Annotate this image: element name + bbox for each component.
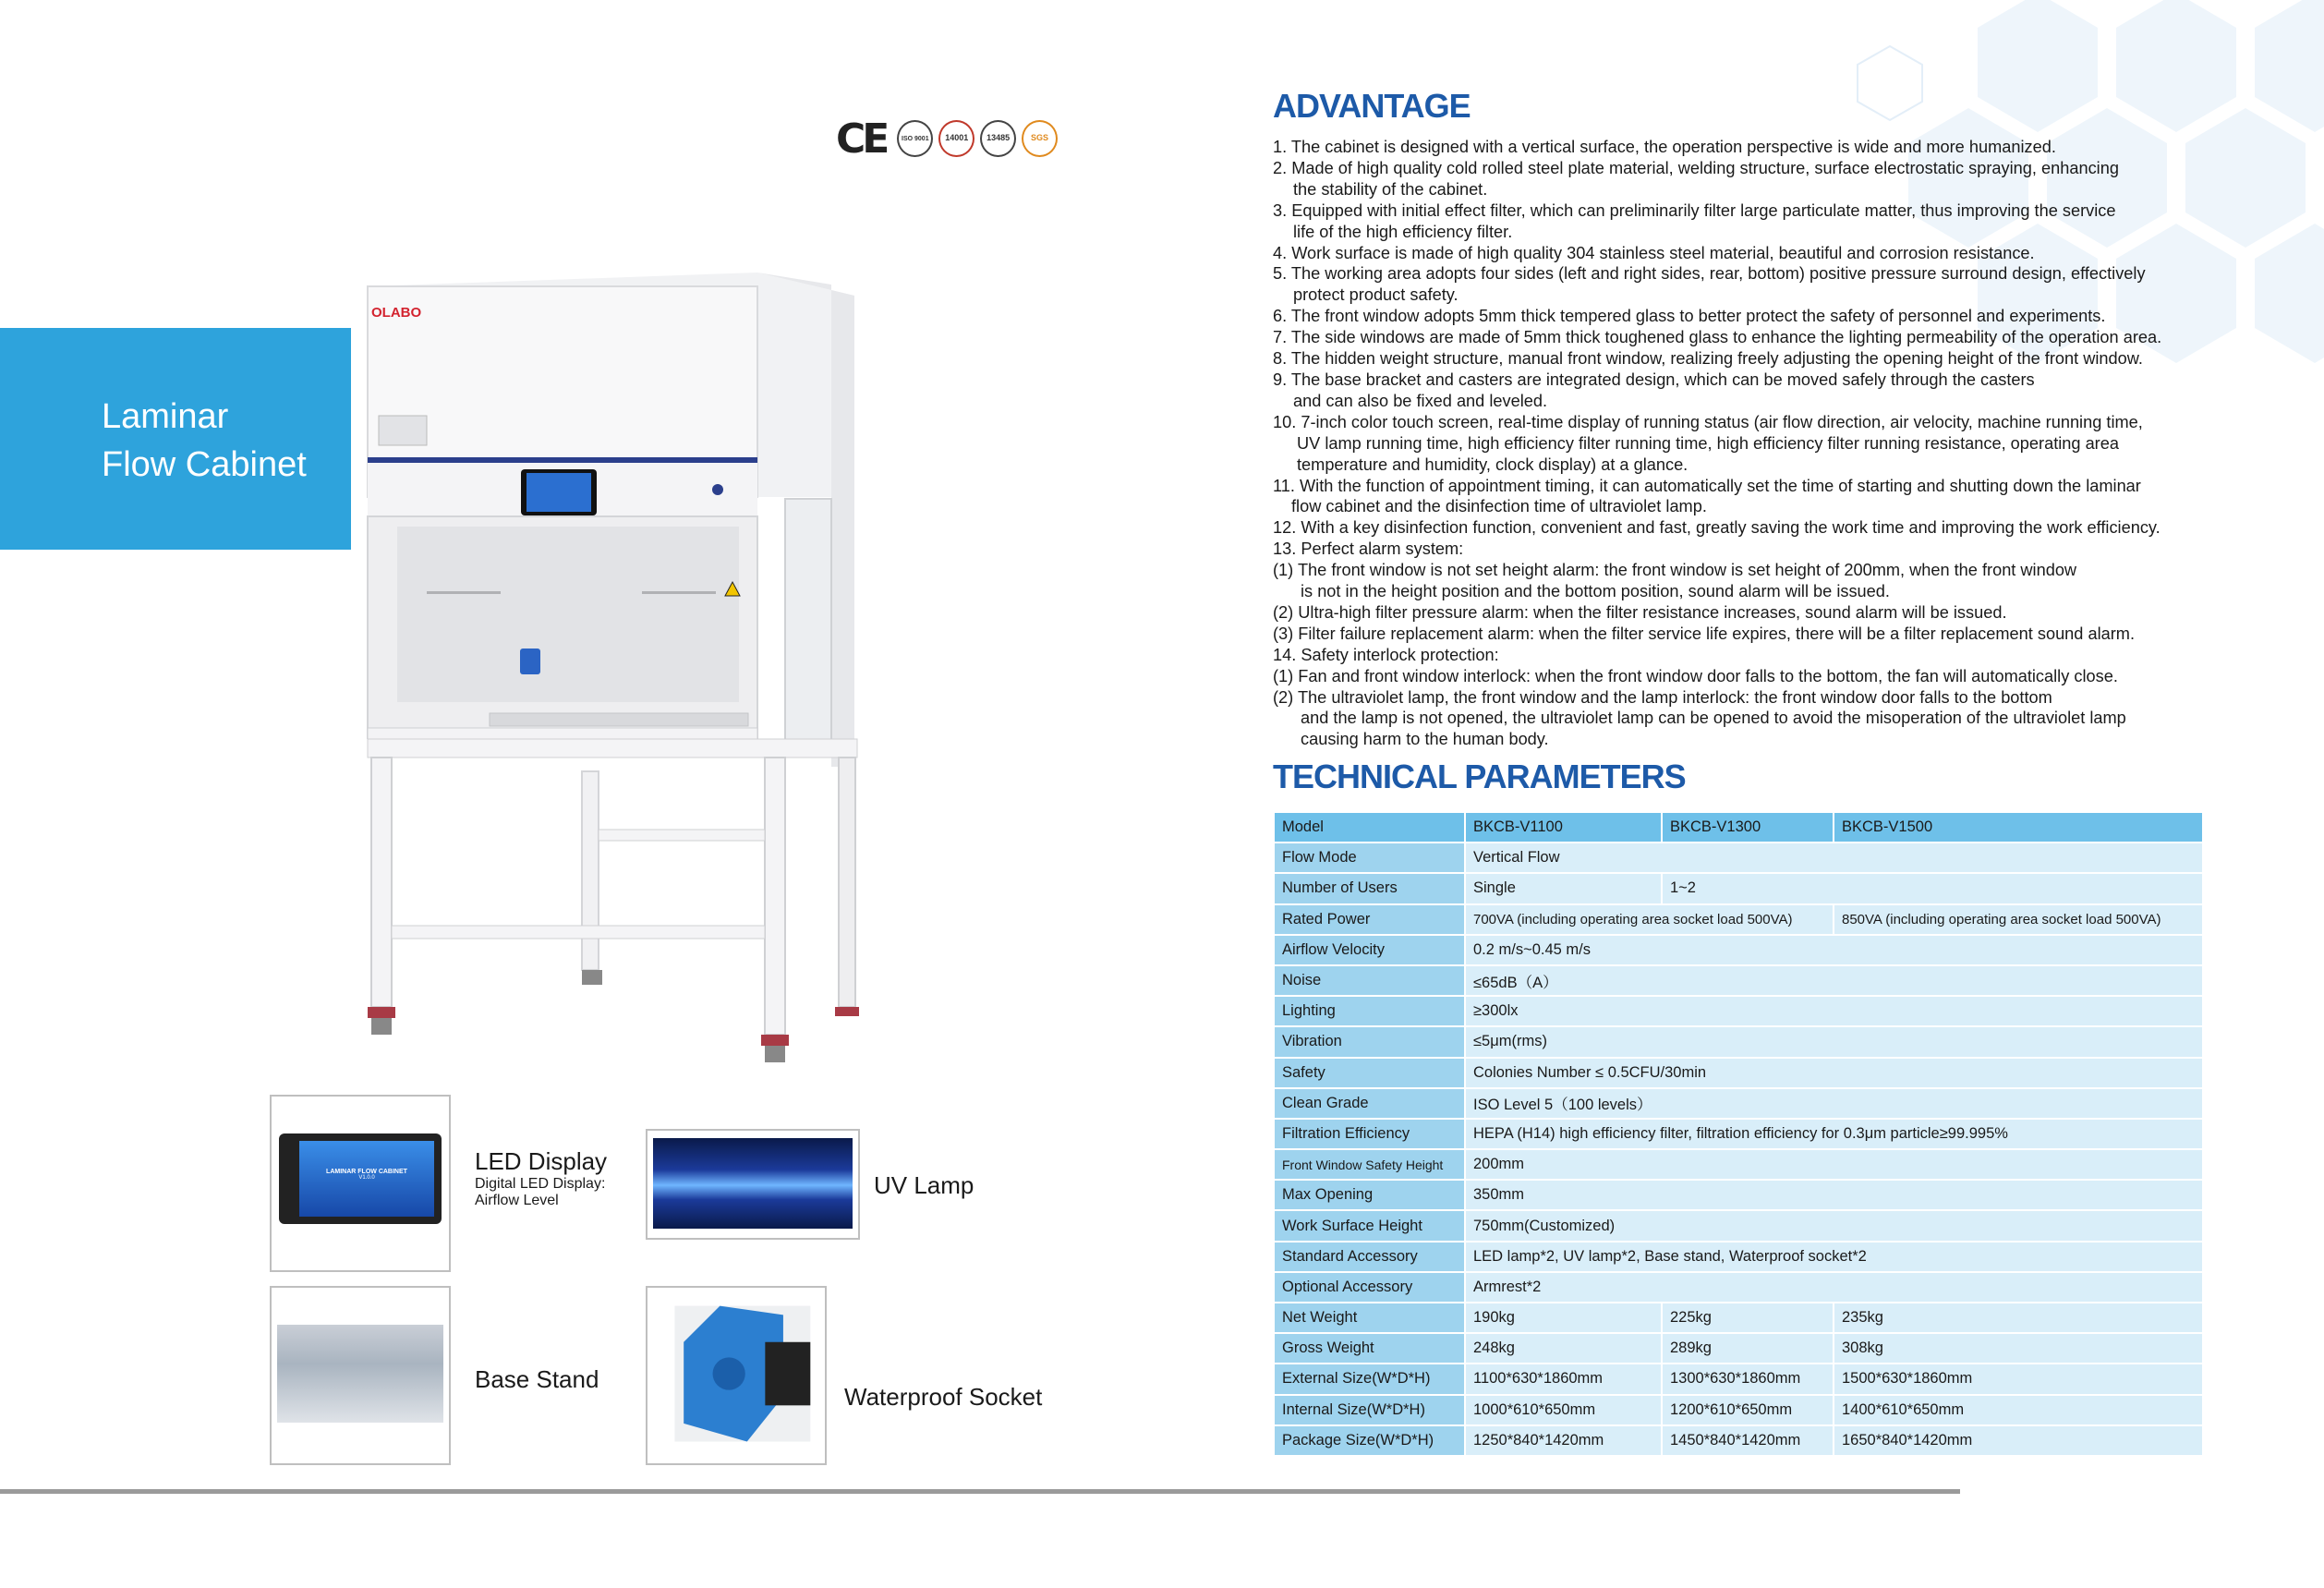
param-value: 190kg [1465, 1303, 1662, 1333]
advantage-line: 7. The side windows are made of 5mm thick toughened glass to enhance the lighting permeability of the operation area. [1273, 328, 2162, 347]
header-cell: BKCB-V1300 [1662, 812, 1834, 842]
table-row [1274, 1303, 2203, 1333]
table-row [1274, 1272, 2203, 1303]
advantage-line: 9. The base bracket and casters are integrated design, which can be moved safely through the casters [1273, 370, 2035, 389]
param-value: 225kg [1662, 1303, 1834, 1333]
param-name: Number of Users [1274, 873, 1465, 903]
param-value: 235kg [1834, 1303, 2203, 1333]
param-name: Net Weight [1274, 1303, 1465, 1333]
param-value: ≥300lx [1465, 996, 2203, 1026]
base-stand-title: Base Stand [475, 1365, 599, 1393]
table-row [1274, 1088, 2203, 1119]
product-title [102, 393, 307, 489]
product-title-line1: Laminar [102, 397, 229, 436]
param-name: Standard Accessory [1274, 1242, 1465, 1272]
param-name: Safety [1274, 1058, 1465, 1088]
advantage-line: flow cabinet and the disinfection time of ultraviolet lamp. [1291, 497, 1707, 516]
param-name: Flow Mode [1274, 842, 1465, 873]
table-row [1274, 1395, 2203, 1425]
param-value: 350mm [1465, 1180, 2203, 1210]
advantage-line: 1. The cabinet is designed with a vertical surface, the operation perspective is wide and more humanized. [1273, 138, 2056, 156]
advantage-line: protect product safety. [1293, 285, 1459, 305]
led-screen-frame [279, 1133, 442, 1224]
advantage-line: (3) Filter failure replacement alarm: when the filter service life expires, there will be a filter replacement sound alarm. [1273, 624, 2135, 643]
param-name: Lighting [1274, 996, 1465, 1026]
header-cell: BKCB-V1100 [1465, 812, 1662, 842]
product-title-tab [0, 328, 351, 550]
param-value: 0.2 m/s~0.45 m/s [1465, 935, 2203, 965]
param-name: Vibration [1274, 1026, 1465, 1057]
param-value: 289kg [1662, 1333, 1834, 1364]
param-name: Work Surface Height [1274, 1210, 1465, 1241]
advantage-line: 3. Equipped with initial effect filter, which can preliminarily filter large particulate matter, thus improving the service [1273, 200, 2116, 220]
param-value: 1000*610*650mm [1465, 1395, 1662, 1425]
advantage-line: 2. Made of high quality cold rolled steel plate material, welding structure, surface electrostatic spraying, enhancing [1273, 158, 2119, 177]
param-name: Optional Accessory [1274, 1272, 1465, 1303]
table-row [1274, 1119, 2203, 1149]
base-stand-image [277, 1325, 443, 1423]
advantage-line: causing harm to the human body. [1301, 730, 1549, 749]
table-row [1274, 873, 2203, 903]
led-screen-title: LAMINAR FLOW CABINET [326, 1169, 407, 1175]
param-name: Front Window Safety Height [1274, 1149, 1465, 1180]
param-value: 1100*630*1860mm [1465, 1364, 1662, 1394]
param-name: Internal Size(W*D*H) [1274, 1395, 1465, 1425]
bottom-divider [0, 1489, 1960, 1494]
iso9001-icon [897, 120, 933, 157]
led-screen-version: V1.0.0 [358, 1175, 375, 1181]
advantage-list [1273, 137, 2224, 750]
param-value: 1200*610*650mm [1662, 1395, 1834, 1425]
param-value: 700VA (including operating area socket load 500VA) [1465, 904, 1834, 935]
param-value: LED lamp*2, UV lamp*2, Base stand, Waterproof socket*2 [1465, 1242, 2203, 1272]
table-row [1274, 1210, 2203, 1241]
param-value: Vertical Flow [1465, 842, 2203, 873]
param-value: 200mm [1465, 1149, 2203, 1180]
advantage-line: UV lamp running time, high efficiency filter running time, high efficiency filter running resistance, operating area [1297, 433, 2119, 453]
advantage-line: is not in the height position and the bottom position, sound alarm will be issued. [1301, 582, 1890, 601]
waterproof-socket-photo [646, 1286, 827, 1465]
param-value: Armrest*2 [1465, 1272, 2203, 1303]
socket-icon [648, 1288, 825, 1463]
uv-lamp-title: UV Lamp [874, 1171, 974, 1199]
advantage-line: (1) The front window is not set height alarm: the front window is set height of 200mm, when the front window [1273, 561, 2077, 580]
advantage-line: (1) Fan and front window interlock: when the front window door falls to the bottom, the fan will automatically close. [1273, 666, 2118, 685]
table-row [1274, 1180, 2203, 1210]
param-value: 850VA (including operating area socket load 500VA) [1834, 904, 2203, 935]
header-cell: Model [1274, 812, 1465, 842]
param-value: ISO Level 5（100 levels） [1465, 1088, 2203, 1119]
header-cell: BKCB-V1500 [1834, 812, 2203, 842]
param-value: 308kg [1834, 1333, 2203, 1364]
led-screen [299, 1141, 434, 1217]
iso13485-icon [980, 120, 1016, 157]
advantage-line: 11. With the function of appointment timing, it can automatically set the time of starting and shutting down the laminar [1273, 476, 2141, 495]
table-row [1274, 904, 2203, 935]
param-value: Single [1465, 873, 1662, 903]
table-header-row [1274, 812, 2203, 842]
product-title-line2: Flow Cabinet [102, 445, 307, 484]
param-name: External Size(W*D*H) [1274, 1364, 1465, 1394]
param-value: 1~2 [1662, 873, 2203, 903]
advantage-line: 10. 7-inch color touch screen, real-time display of running status (air flow direction, air velocity, machine running time, [1273, 412, 2143, 431]
uv-lamp-glow [653, 1138, 853, 1229]
table-row [1274, 842, 2203, 873]
iso14001-icon [938, 120, 974, 157]
led-display-caption [475, 1147, 607, 1209]
param-value: 1500*630*1860mm [1834, 1364, 2203, 1394]
param-value: 248kg [1465, 1333, 1662, 1364]
param-value: 750mm(Customized) [1465, 1210, 2203, 1241]
advantage-line: and the lamp is not opened, the ultraviolet lamp can be opened to avoid the misoperation of the ultraviolet lamp [1301, 709, 2126, 728]
param-name: Filtration Efficiency [1274, 1119, 1465, 1149]
table-row [1274, 1026, 2203, 1057]
table-row [1274, 935, 2203, 965]
param-value: 1450*840*1420mm [1662, 1425, 1834, 1456]
uv-lamp-photo [646, 1129, 860, 1240]
sgs-icon [1022, 120, 1058, 157]
table-row [1274, 1058, 2203, 1088]
iso13485-label: 13485 [986, 133, 1011, 142]
advantage-line: 6. The front window adopts 5mm thick tempered glass to better protect the safety of personnel and experiments. [1273, 307, 2106, 326]
param-name: Max Opening [1274, 1180, 1465, 1210]
param-name: Gross Weight [1274, 1333, 1465, 1364]
led-display-sub1: Digital LED Display: [475, 1176, 606, 1192]
table-row [1274, 1242, 2203, 1272]
table-row [1274, 1364, 2203, 1394]
advantage-line: the stability of the cabinet. [1293, 179, 1488, 199]
param-value: 1250*840*1420mm [1465, 1425, 1662, 1456]
table-row [1274, 1333, 2203, 1364]
param-value: HEPA (H14) high efficiency filter, filtration efficiency for 0.3μm particle≥99.995% [1465, 1119, 2203, 1149]
led-display-sub2: Airflow Level [475, 1193, 559, 1208]
certification-logos [836, 115, 1058, 163]
param-value: ≤65dB（A） [1465, 965, 2203, 996]
param-name: Rated Power [1274, 904, 1465, 935]
table-row [1274, 965, 2203, 996]
advantage-line: 13. Perfect alarm system: [1273, 539, 1464, 559]
led-display-title: LED Display [475, 1147, 608, 1175]
table-row [1274, 996, 2203, 1026]
brand-logo: OLABO [371, 305, 422, 321]
base-stand-photo [270, 1286, 451, 1465]
advantage-line: and can also be fixed and leveled. [1293, 391, 1548, 410]
param-name: Noise [1274, 965, 1465, 996]
param-name: Airflow Velocity [1274, 935, 1465, 965]
advantage-line: temperature and humidity, clock display) at a glance. [1297, 455, 1689, 474]
param-value: Colonies Number ≤ 0.5CFU/30min [1465, 1058, 2203, 1088]
waterproof-socket-title: Waterproof Socket [844, 1383, 1043, 1411]
sgs-label: SGS [1031, 133, 1049, 142]
table-row [1274, 1149, 2203, 1180]
advantage-line: life of the high efficiency filter. [1293, 222, 1513, 241]
advantage-line: 14. Safety interlock protection: [1273, 645, 1499, 664]
table-row [1274, 1425, 2203, 1456]
param-value: 1300*630*1860mm [1662, 1364, 1834, 1394]
param-value: 1650*840*1420mm [1834, 1425, 2203, 1456]
technical-parameters-table [1273, 811, 2204, 1457]
param-name: Clean Grade [1274, 1088, 1465, 1119]
technical-heading: TECHNICAL PARAMETERS [1273, 758, 1686, 795]
advantage-line: 12. With a key disinfection function, convenient and fast, greatly saving the work time and improving the work efficiency. [1273, 518, 2161, 538]
advantage-line: 4. Work surface is made of high quality 304 stainless steel material, beautiful and corrosion resistance. [1273, 243, 2035, 262]
ce-mark-icon: CE [836, 115, 887, 163]
param-value: 1400*610*650mm [1834, 1395, 2203, 1425]
iso14001-label: 14001 [945, 133, 969, 142]
advantage-line: 5. The working area adopts four sides (left and right sides, rear, bottom) positive pressure surround design, effectively [1273, 264, 2146, 284]
advantage-line: 8. The hidden weight structure, manual front window, realizing freely adjusting the opening height of the front window. [1273, 349, 2143, 369]
advantage-heading: ADVANTAGE [1273, 87, 1471, 125]
led-display-photo [270, 1095, 451, 1272]
cabinet-illustration [351, 268, 868, 1099]
advantage-line: (2) Ultra-high filter pressure alarm: when the filter resistance increases, sound alarm will be issued. [1273, 602, 2007, 622]
param-value: ≤5μm(rms) [1465, 1026, 2203, 1057]
iso9001-label: ISO 9001 [902, 136, 929, 142]
advantage-line: (2) The ultraviolet lamp, the front window and the lamp interlock: the front window door falls to the bottom [1273, 687, 2052, 707]
param-name: Package Size(W*D*H) [1274, 1425, 1465, 1456]
